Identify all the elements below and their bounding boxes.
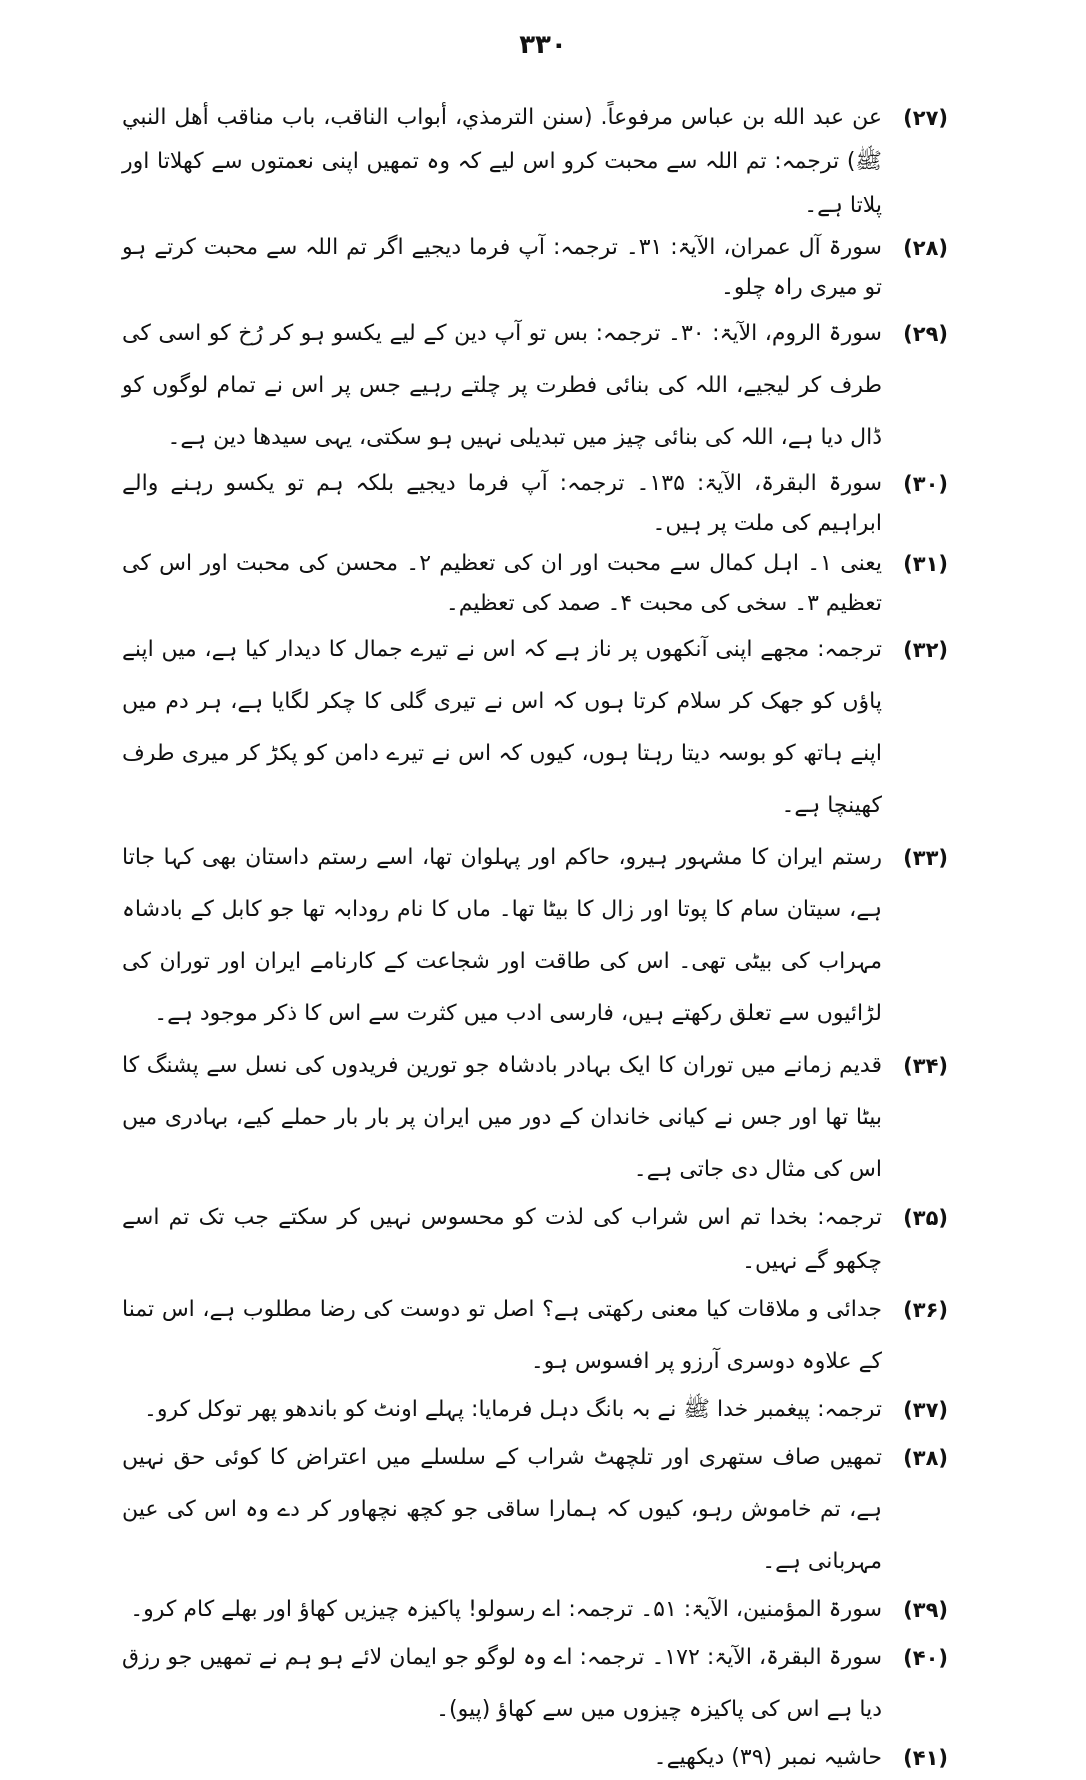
footnote-text: سورۃ المؤمنین، الآیۃ: ۵۱۔ ترجمہ: اے رسولو! پاکیزہ چیزیں کھاؤ اور بھلے کام کرو۔ xyxy=(130,1597,882,1622)
footnote-text: سورۃ البقرۃ، الآیۃ: ۱۳۵۔ ترجمہ: آپ فرما دیجیے بلکہ ہم تو یکسو رہنے والے ابراہیم کی ملت پر ہیں۔ xyxy=(122,471,883,536)
page-number: ۳۳۰ xyxy=(519,30,567,60)
footnotes-list xyxy=(122,96,948,1780)
footnote-text: جدائی و ملاقات کیا معنی رکھتی ہے؟ اصل تو دوست کی رضا مطلوب ہے، اس تمنا کے علاوہ دوسری آرزو پر افسوس ہو۔ xyxy=(122,1297,882,1374)
footnote-number: (۳۳) xyxy=(903,846,948,870)
footnote-33 xyxy=(122,832,948,1040)
footnote-text: ترجمہ: پیغمبر خدا ﷺ نے بہ بانگ دہل فرمایا: پہلے اونٹ کو باندھو پھر توکل کرو۔ xyxy=(144,1397,882,1422)
footnote-number: (۳۲) xyxy=(903,638,948,662)
footnote-number: (۴۱) xyxy=(903,1746,948,1770)
footnote-text: سورۃ آل عمران، الآیۃ: ۳۱۔ ترجمہ: آپ فرما دیجیے اگر تم اللہ سے محبت کرتے ہو تو میری راہ چلو۔ xyxy=(122,235,882,300)
footnote-number: (۳۹) xyxy=(903,1598,948,1622)
footnote-text: یعنی ۱۔ اہل کمال سے محبت اور ان کی تعظیم ۲۔ محسن کی محبت اور اس کی تعظیم ۳۔ سخی کی محبت ۴۔ صمد کی تعظیم۔ xyxy=(122,551,882,616)
footnote-28 xyxy=(122,228,948,308)
footnote-number: (۳۸) xyxy=(903,1446,948,1470)
footnote-34 xyxy=(122,1040,948,1196)
footnote-number: (۳۶) xyxy=(903,1298,948,1322)
footnote-27 xyxy=(122,96,948,228)
footnote-35 xyxy=(122,1196,948,1284)
footnote-29 xyxy=(122,308,948,464)
footnote-text: ترجمہ: بخدا تم اس شراب کی لذت کو محسوس نہیں کر سکتے جب تک تم اسے چکھو گے نہیں۔ xyxy=(122,1205,882,1274)
footnote-number: (۳۵) xyxy=(903,1206,948,1230)
footnote-text: تمھیں صاف ستھری اور تلچھٹ شراب کے سلسلے میں اعتراض کا کوئی حق نہیں ہے، تم خاموش رہو، کیوں کہ ہمارا ساقی جو کچھ نچھاور کر دے وہ اس کی عین مہربانی ہے۔ xyxy=(122,1445,882,1574)
footnote-number: (۳۰) xyxy=(903,472,948,496)
footnote-40 xyxy=(122,1632,948,1736)
footnote-number: (۲۸) xyxy=(903,236,948,260)
footnote-30 xyxy=(122,464,948,544)
footnote-text: سورۃ البقرۃ، الآیۃ: ۱۷۲۔ ترجمہ: اے وہ لوگو جو ایمان لائے ہو ہم نے تمھیں جو رزق دیا ہے اس کی پاکیزہ چیزوں میں سے کھاؤ (پیو)۔ xyxy=(122,1645,883,1722)
footnote-36 xyxy=(122,1284,948,1388)
footnote-number: (۲۹) xyxy=(903,322,948,346)
footnote-text: عن عبد الله بن عباس مرفوعاً. (سنن الترمذي، أبواب الناقب، باب مناقب أهل النبي ﷺ) ترجمہ: تم اللہ سے محبت کرو اس لیے کہ وہ تمھیں اپنی نعمتوں سے کھلاتا اور پلاتا ہے۔ xyxy=(122,105,882,218)
footnote-31 xyxy=(122,544,948,624)
footnote-32 xyxy=(122,624,948,832)
footnote-number: (۳۱) xyxy=(903,552,948,576)
footnote-number: (۲۷) xyxy=(903,106,948,130)
footnote-text: سورۃ الروم، الآیۃ: ۳۰۔ ترجمہ: بس تو آپ دین کے لیے یکسو ہو کر رُخ کو اسی کی طرف کر لیجیے، اللہ کی بنائی فطرت پر چلتے رہیے جس پر اس نے تمام لوگوں کو ڈال دیا ہے، اللہ کی بنائی چیز میں تبدیلی نہیں ہو سکتی، یہی سیدھا دین ہے۔ xyxy=(122,321,882,450)
footnote-text: قدیم زمانے میں توران کا ایک بہادر بادشاہ جو تورین فریدوں کی نسل سے پشنگ کا بیٹا تھا اور جس نے کیانی خاندان کے دور میں ایران پر بار بار حملے کیے، بہادری میں اس کی مثال دی جاتی ہے۔ xyxy=(122,1053,882,1182)
footnote-text: رستم ایران کا مشہور ہیرو، حاکم اور پہلوان تھا، اسے رستم داستان بھی کہا جاتا ہے، سیتان سام کا پوتا اور زال کا بیٹا تھا۔ ماں کا نام رودابہ تھا جو کابل کے بادشاہ مہراب کی بیٹی تھی۔ اس کی طاقت اور شجاعت کے کارنامے ایران اور توران کی لڑائیوں سے تعلق رکھتے ہیں، فارسی ادب میں کثرت سے اس کا ذکر موجود ہے۔ xyxy=(122,845,882,1026)
footnote-37 xyxy=(122,1388,948,1432)
footnote-41 xyxy=(122,1736,948,1780)
footnote-number: (۴۰) xyxy=(903,1646,948,1670)
footnote-text: حاشیہ نمبر (۳۹) دیکھیے۔ xyxy=(653,1745,882,1770)
footnote-number: (۳۴) xyxy=(903,1054,948,1078)
footnote-39 xyxy=(122,1588,948,1632)
footnote-number: (۳۷) xyxy=(903,1398,948,1422)
footnote-text: ترجمہ: مجھے اپنی آنکھوں پر ناز ہے کہ اس نے تیرے جمال کا دیدار کیا ہے، میں اپنے پاؤں کو جھک کر سلام کرتا ہوں کہ اس نے تیری گلی کا چکر لگایا ہے، ہر دم میں اپنے ہاتھ کو بوسہ دیتا رہتا ہوں، کیوں کہ اس نے تیرے دامن کو پکڑ کر میری طرف کھینچا ہے۔ xyxy=(122,637,882,818)
footnote-38 xyxy=(122,1432,948,1588)
